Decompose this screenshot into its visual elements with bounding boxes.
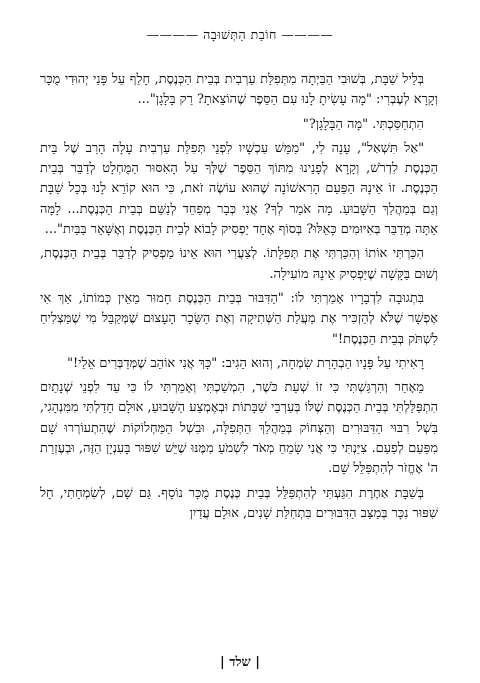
- paragraph: בִּתְגוּבָה לִדְבָרָיו אָמַרְתִּי לוֹ: "הַדִּבּוּר בְּבֵית הַכְּנֶסֶת חָמוּר מֵאֵין כְּמוֹתוֹ, אַךְ אִי אֶפְשָׁר שֶׁלֹּא לְהַזְכִּיר אֶת מַעֲלַת הַשְּׁתִיקָה וְאֶת הַשָּׂכָר הָעָצוּם שֶׁמְּקַבֵּל מִי שֶׁמַּצְלִיחַ לִשְׁתֹּק בְּבֵית הַכְּנֶסֶת!": [40, 290, 438, 347]
- paragraph: הִתְחַסַּכְתִּי. "מָה הַבָּלָגָן?": [302, 116, 424, 132]
- paragraph: רָאִיתִי עַל פָּנָיו הַבְהָרַת שִׂמְחָה, וְהוּא הֵגִיב: "כָּךְ אֲנִי אוֹהֵב שֶׁמְּדַבְּרִים אֵלַי!": [67, 355, 424, 371]
- paragraph: מֵאָחַר וְהִרְגַּשְׁתִּי כִּי זוֹ שְׁעַת כֹּשֶׁר, הִמְשַׁכְתִּי וְאָמַרְתִּי לוֹ כִּי עַד לִפְנֵי שְׁנָתַיִם הִתְפַּלַּלְתִּי בְּבֵית הַכְּנֶסֶת שֶׁלּוֹ בְּעַרְבֵי שַׁבָּתוֹת וּבְאֶמְצַע הַשָּׁבוּעַ, אוּלָם חָדַלְתִּי מִמִּנְהָגִי, בִּשְׁל רִבּוּי הַדִּבּוּרִים וְהַצְּחוֹק בְּמַהֲלַךְ הַתְּפִלָּה, וּבִשְׁל הַמַּחְלוֹקוֹת שֶׁהִתְעוֹרְרוּ שָׁם מִפַּעַם לְפַעַם. צִיַּנְתִּי כִּי אֲנִי שָׂמֵחַ מְאֹד לִשְׁמֹעַ מִמֶּנּוּ שֶׁיֵּשׁ שִׁפּוּר בָּעִנְיָן הַזֶּה, וּבְעֶזְרַת ה' אֶחֱזֹר לְהִתְפַּלֵּל שָׁם.: [40, 380, 438, 477]
- running-head: ———— חוֹבַת הַתְּשׁוּבָה ————: [146, 27, 334, 42]
- paragraph: בְּשַׁבָּת אַחֶרֶת הִגַּעְתִּי לְהִתְפַּלֵּל בְּבֵית כְּנֶסֶת מֻכָּר נוֹסָף. גַּם שָׁם, לְשִׂמְחָתִי, חָל שִׁפּוּר נִכָּר בְּמַצַּב הַדִּבּוּרִים בִּתְחִלַּת שָׁנִים, אוּלָם עֲדַיִן: [40, 485, 438, 521]
- paragraph: הִכַּרְתִּי אוֹתוֹ וְהִכַּרְתִּי אֶת תְּפִלָּתוֹ. לְצַעֲרִי הוּא אֵינוֹ מַפְסִיק לְדַבֵּר בְּבֵית הַכְּנֶסֶת, וְשׁוּם בַּקָּשָׁה שֶׁיַּפְסִיק אֵינָהּ מוֹעִילָה.: [40, 246, 438, 282]
- paragraph: "אַל תִּשְׁאַל", עָנָה לִי, "מַמָּשׁ עַכְשָׁיו לִפְנֵי תְּפִלַּת עַרְבִית עָלָה הָרַב שֶׁל בֵּית הַכְּנֶסֶת לִדְרֹשׁ, וְקָרָא לְפָנֵינוּ מִתּוֹךְ הַסֵּפֶר שֶׁלְּךָ עַל הָאִסּוּר הַמֻּחְלָט לְדַבֵּר בְּבֵית הַכְּנֶסֶת. זוֹ אֵינָהּ הַפַּעַם הָרִאשׁוֹנָה שֶׁהוּא עוֹשֶׂה זֹאת, כִּי הוּא קוֹרֵא לָנוּ בְּכָל שַׁבָּת וְגַם בְּמַהֲלַךְ הַשָּׁבוּעַ. מָה אֹמַר לְךָ? אֲנִי כְּבָר מְפַחֵד לְנַשֵּׁם בְּבֵית הַכְּנֶסֶת... לָמָּה אַתָּה מְדַבֵּר בְּאִיּוּמִים כָּאֵלּוּ? בְּסוֹף אֶחָד יַפְסִיק לָבוֹא לְבֵית הַכְּנֶסֶת וְאֶשָּׁאֵר בַּבַּיִת"...: [40, 140, 438, 238]
- body-text: [40, 70, 438, 524]
- paragraph: בְּלֵיל שַׁבָּת, בְּשׁוּבִי הַבַּיְתָה מִתְּפִלַּת עַרְבִית בְּבֵית הַכְּנֶסֶת, חָלַף עַל פָּנַי יְהוּדִי מֻכָּר וְקָרָא לְעֶבְרִי: "מָה עָשִׂיתָ לָנוּ עִם הַסֵּפֶר שֶׁהוֹצֵאתָ? רַק בָּלָגָן"...: [40, 72, 438, 108]
- page-number: | שלד |: [219, 655, 261, 670]
